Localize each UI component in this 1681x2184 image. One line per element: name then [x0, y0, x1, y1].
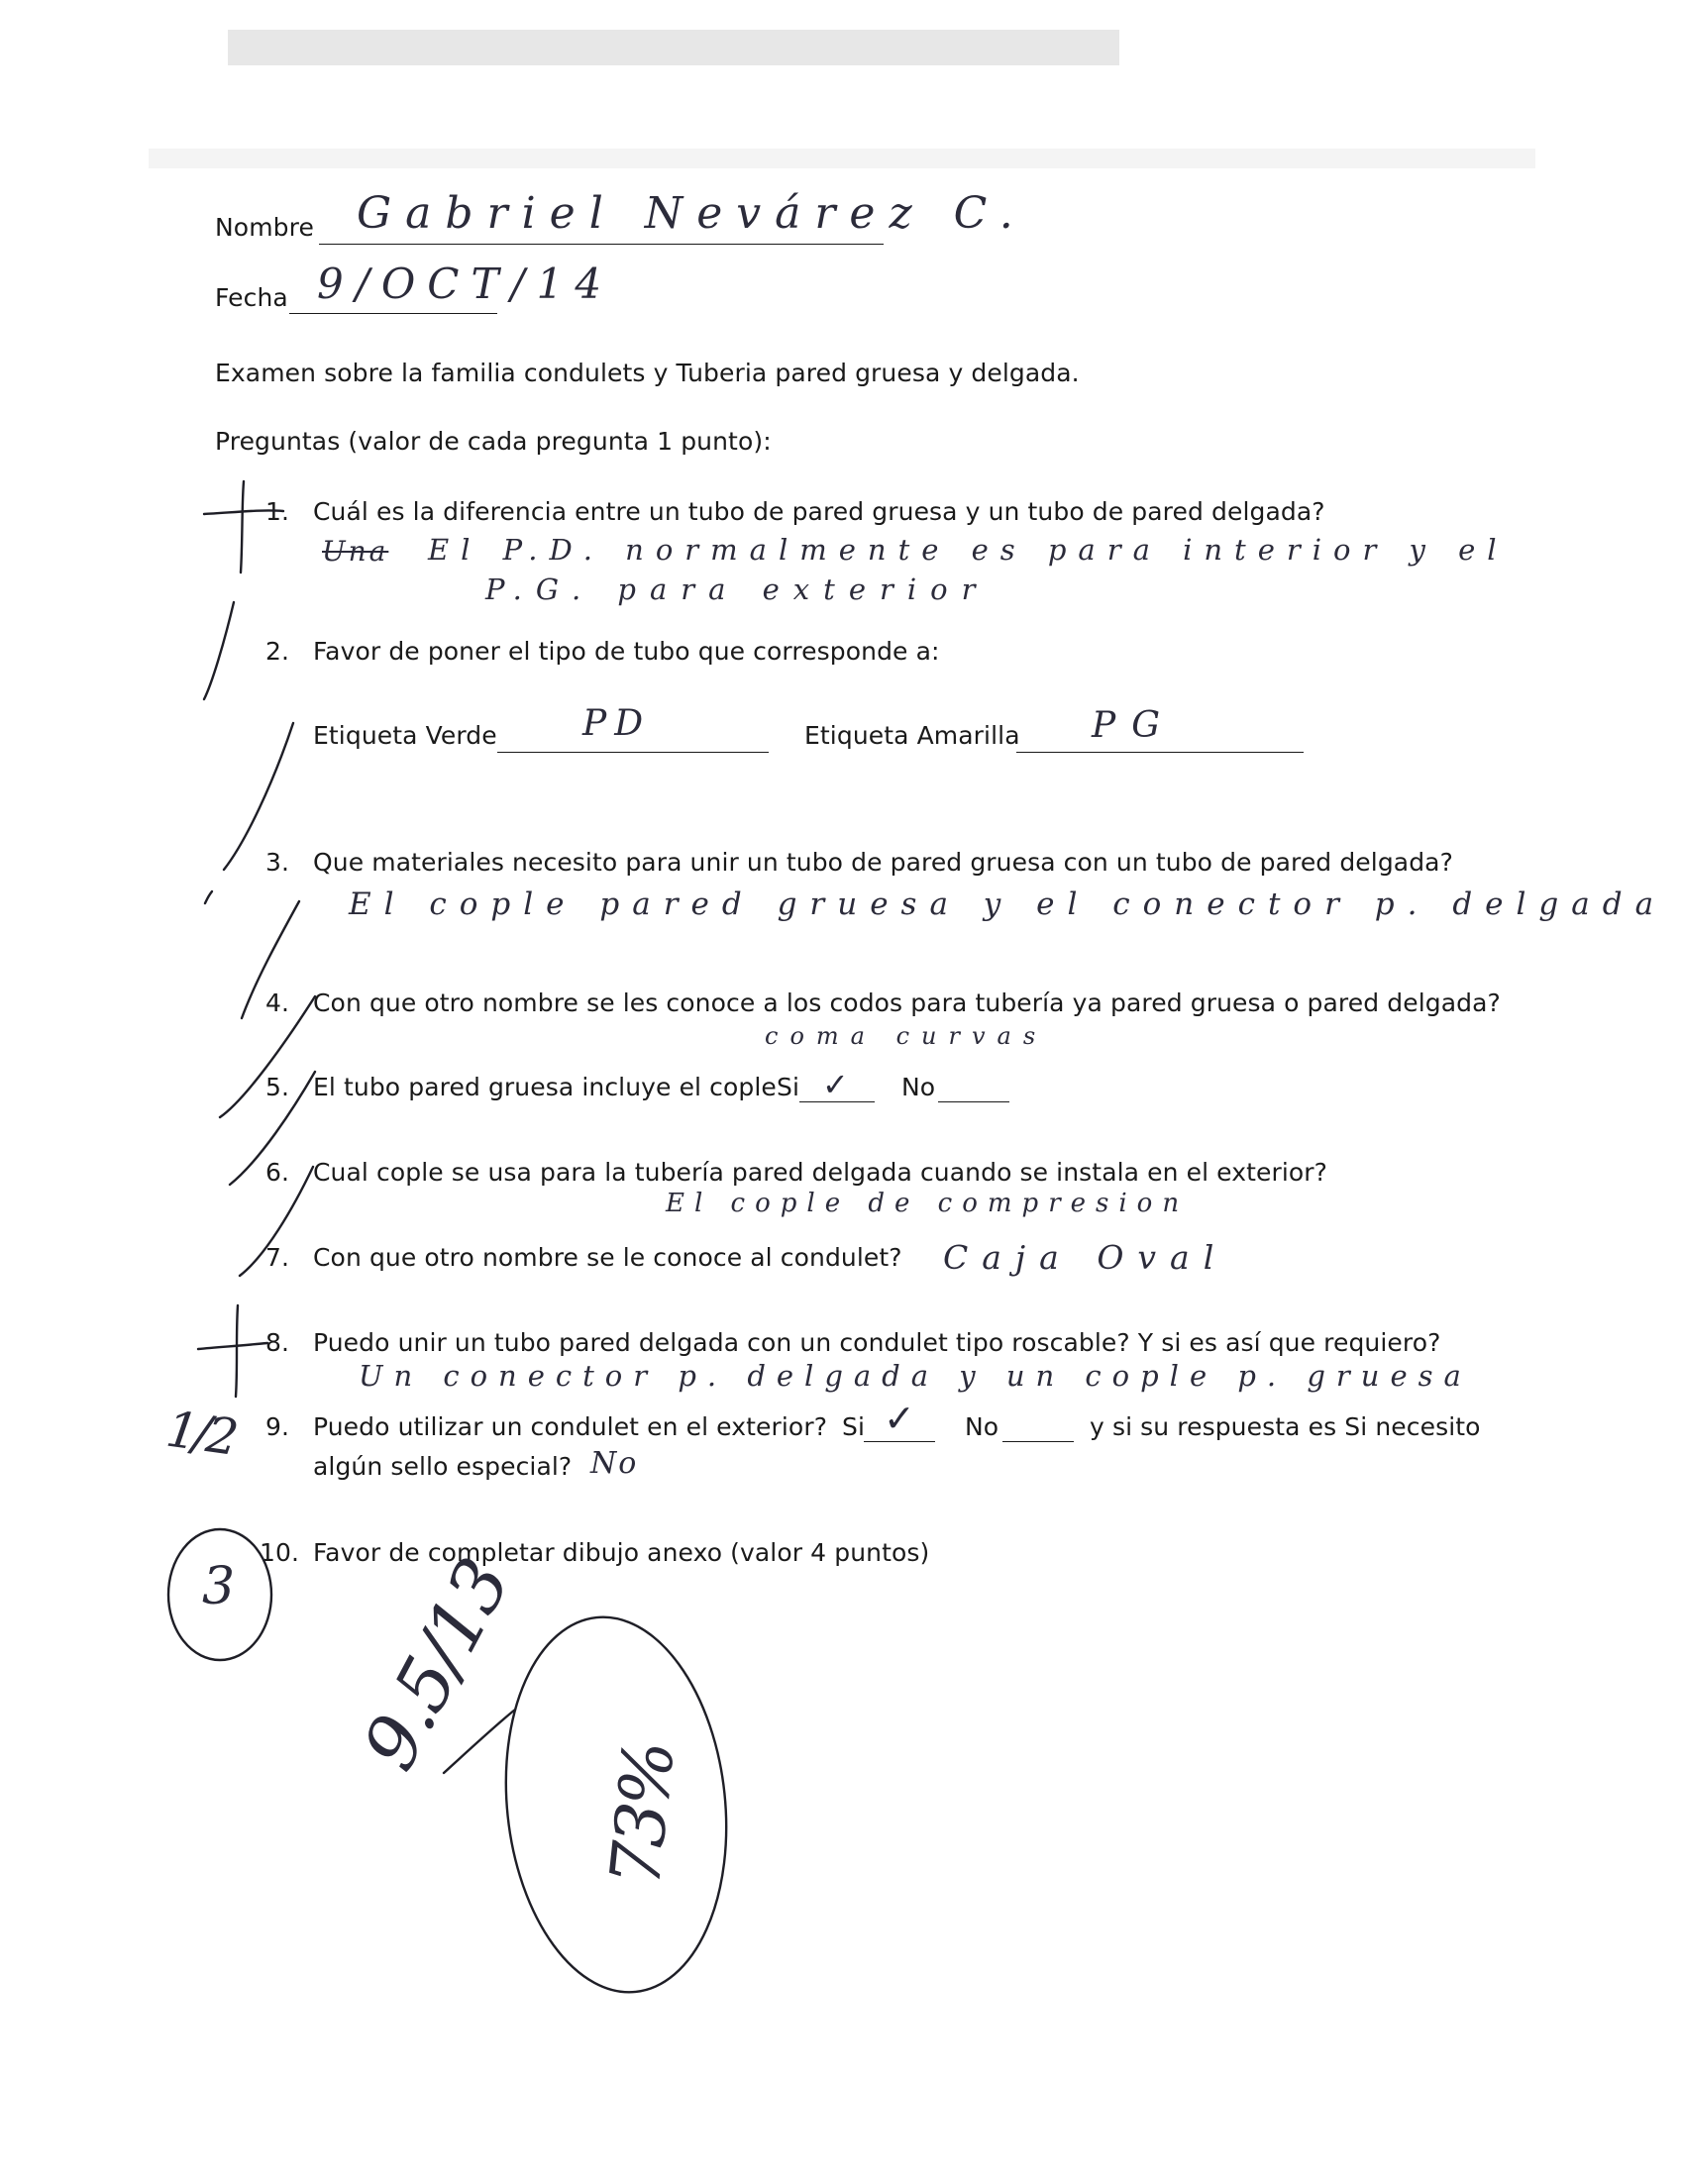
- q8-text: Puedo unir un tubo pared delgada con un condulet tipo roscable? Y si es así que requiero?: [313, 1328, 1441, 1357]
- q5-no-label: No: [901, 1073, 936, 1101]
- q4-text: Con que otro nombre se les conoce a los codos para tubería ya pared gruesa o pared delgada?: [313, 988, 1501, 1017]
- q3-text: Que materiales necesito para unir un tubo de pared gruesa con un tubo de pared delgada?: [313, 848, 1453, 877]
- q9-partial-score: 1/2: [162, 1400, 239, 1467]
- exam-title: Examen sobre la familia condulets y Tuberia pared gruesa y delgada.: [215, 359, 1080, 387]
- q4-answer: coma curvas: [765, 1022, 1048, 1050]
- q7-text: Con que otro nombre se le conoce al condulet?: [313, 1243, 902, 1272]
- q2-yellow-line: [1016, 752, 1304, 753]
- name-line: [319, 244, 884, 245]
- q6-answer: El cople de compresion: [666, 1189, 1190, 1218]
- q2-green-label: Etiqueta Verde: [313, 721, 497, 750]
- q9-number: 9.: [265, 1412, 290, 1441]
- q9-text-line2: algún sello especial?: [313, 1452, 573, 1481]
- q1-text: Cuál es la diferencia entre un tubo de pared gruesa y un tubo de pared delgada?: [313, 497, 1325, 526]
- q1-struck-word: Una: [322, 535, 389, 568]
- q8-wrong-mark-stem: [236, 1305, 238, 1397]
- q6-number: 6.: [265, 1158, 290, 1187]
- q7-number: 7.: [265, 1243, 290, 1272]
- q6-text: Cual cople se usa para la tubería pared delgada cuando se instala en el exterior?: [313, 1158, 1328, 1187]
- instructions: Preguntas (valor de cada pregunta 1 punto):: [215, 427, 772, 456]
- q9-si-line: [864, 1441, 935, 1442]
- q3-number: 3.: [265, 848, 290, 877]
- q9-si-label: Si: [842, 1412, 866, 1441]
- q2-text: Favor de poner el tipo de tubo que corresponde a:: [313, 637, 940, 666]
- q7-answer: Caja Oval: [943, 1238, 1228, 1277]
- q10-text: Favor de completar dibujo anexo (valor 4 puntos): [313, 1538, 930, 1567]
- total-score: 9.5/13: [347, 1546, 527, 1784]
- q5-si-label: Si: [777, 1073, 800, 1101]
- q4-number: 4.: [265, 988, 290, 1017]
- q2-yellow-answer: PG: [1092, 705, 1176, 746]
- q2-green-line: [497, 752, 769, 753]
- date-label: Fecha: [215, 283, 288, 312]
- name-label: Nombre: [215, 213, 314, 242]
- q9-no-line: [1002, 1441, 1074, 1442]
- scan-bleed-top: [228, 30, 1119, 65]
- q2-check-mark: [204, 602, 234, 699]
- q1-answer-line2: P.G. para exterior: [485, 572, 990, 606]
- q5-number: 5.: [265, 1073, 290, 1101]
- q9-text-after: y si su respuesta es Si necesito: [1090, 1412, 1481, 1441]
- q2-yellow-label: Etiqueta Amarilla: [804, 721, 1020, 750]
- scan-bleed-top-2: [149, 149, 1535, 168]
- q9-text: Puedo utilizar un condulet en el exterior?: [313, 1412, 828, 1441]
- percent-score: 73%: [594, 1740, 690, 1891]
- q5-text: El tubo pared gruesa incluye el cople: [313, 1073, 777, 1101]
- name-value: Gabriel Nevárez C.: [357, 188, 1027, 239]
- date-value: 9/OCT/14: [317, 260, 614, 308]
- q3-check-mark: [205, 891, 212, 903]
- q5-no-line: [938, 1101, 1009, 1102]
- q1-number: 1.: [265, 497, 290, 526]
- q9-no-label: No: [965, 1412, 999, 1441]
- q1-answer-line1: El P.D. normalmente es para interior y el: [428, 533, 1509, 567]
- q10-number: 10.: [260, 1538, 300, 1567]
- date-line: [289, 313, 497, 314]
- q2-green-answer: PD: [582, 703, 652, 744]
- q5-si-check: ✓: [822, 1066, 858, 1103]
- q9-seal-answer: No: [590, 1446, 639, 1481]
- q8-answer: Un conector p. delgada y un cople p. gruesa: [359, 1359, 1472, 1393]
- q3-answer: El cople pared gruesa y el conector p. delgada: [349, 886, 1667, 922]
- q8-wrong-mark: [198, 1343, 267, 1349]
- q1-wrong-mark-stem: [241, 481, 244, 572]
- q10-score: 3: [202, 1557, 236, 1616]
- q9-si-check: ✓: [884, 1397, 924, 1440]
- q2-number: 2.: [265, 637, 290, 666]
- q8-number: 8.: [265, 1328, 290, 1357]
